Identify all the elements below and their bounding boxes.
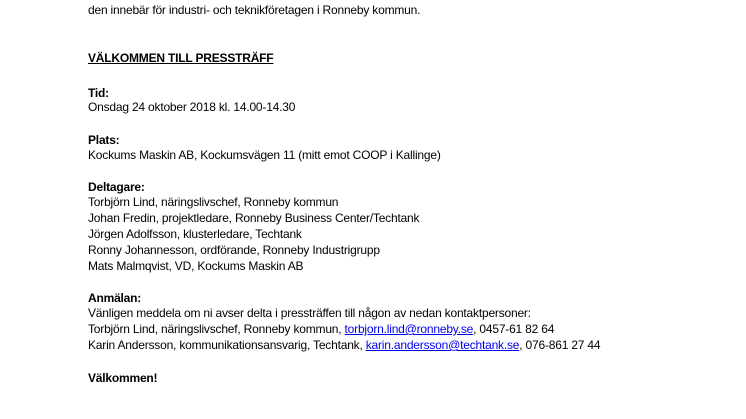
anmalan-label: Anmälan: <box>88 291 142 305</box>
email-link-andersson[interactable]: karin.andersson@techtank.se <box>365 338 520 352</box>
contact-line-lind <box>88 322 554 336</box>
section-heading: VÄLKOMMEN TILL PRESSTRÄFF <box>88 51 274 65</box>
tid-value: Onsdag 24 oktober 2018 kl. 14.00-14.30 <box>88 100 296 114</box>
contact-prefix: Karin Andersson, kommunikationsansvarig, Techtank, <box>88 338 366 352</box>
email-link-lind[interactable]: torbjorn.lind@ronneby.se <box>344 322 474 336</box>
participant-item: Jörgen Adolfsson, klusterledare, Techtank <box>88 227 302 241</box>
contact-prefix: Torbjörn Lind, näringslivschef, Ronneby kommun, <box>88 322 345 336</box>
participant-item: Mats Malmqvist, VD, Kockums Maskin AB <box>88 259 304 273</box>
tid-label: Tid: <box>88 86 109 100</box>
participant-item: Torbjörn Lind, näringslivschef, Ronneby kommun <box>88 195 339 209</box>
deltagare-label: Deltagare: <box>88 180 145 194</box>
participant-item: Ronny Johannesson, ordförande, Ronneby Industrigrupp <box>88 243 380 257</box>
contact-line-andersson <box>88 338 600 352</box>
contact-phone: , 076-861 27 44 <box>519 338 601 352</box>
intro-tail-line: den innebär för industri- och teknikföretagen i Ronneby kommun. <box>88 3 421 17</box>
closing-text: Välkommen! <box>88 371 158 385</box>
participant-item: Johan Fredin, projektledare, Ronneby Business Center/Techtank <box>88 211 420 225</box>
plats-value: Kockums Maskin AB, Kockumsvägen 11 (mitt emot COOP i Kallinge) <box>88 148 441 162</box>
contact-phone: , 0457-61 82 64 <box>473 322 555 336</box>
plats-label: Plats: <box>88 133 120 147</box>
anmalan-intro: Vänligen meddela om ni avser delta i pressträffen till någon av nedan kontaktpersoner: <box>88 306 531 320</box>
